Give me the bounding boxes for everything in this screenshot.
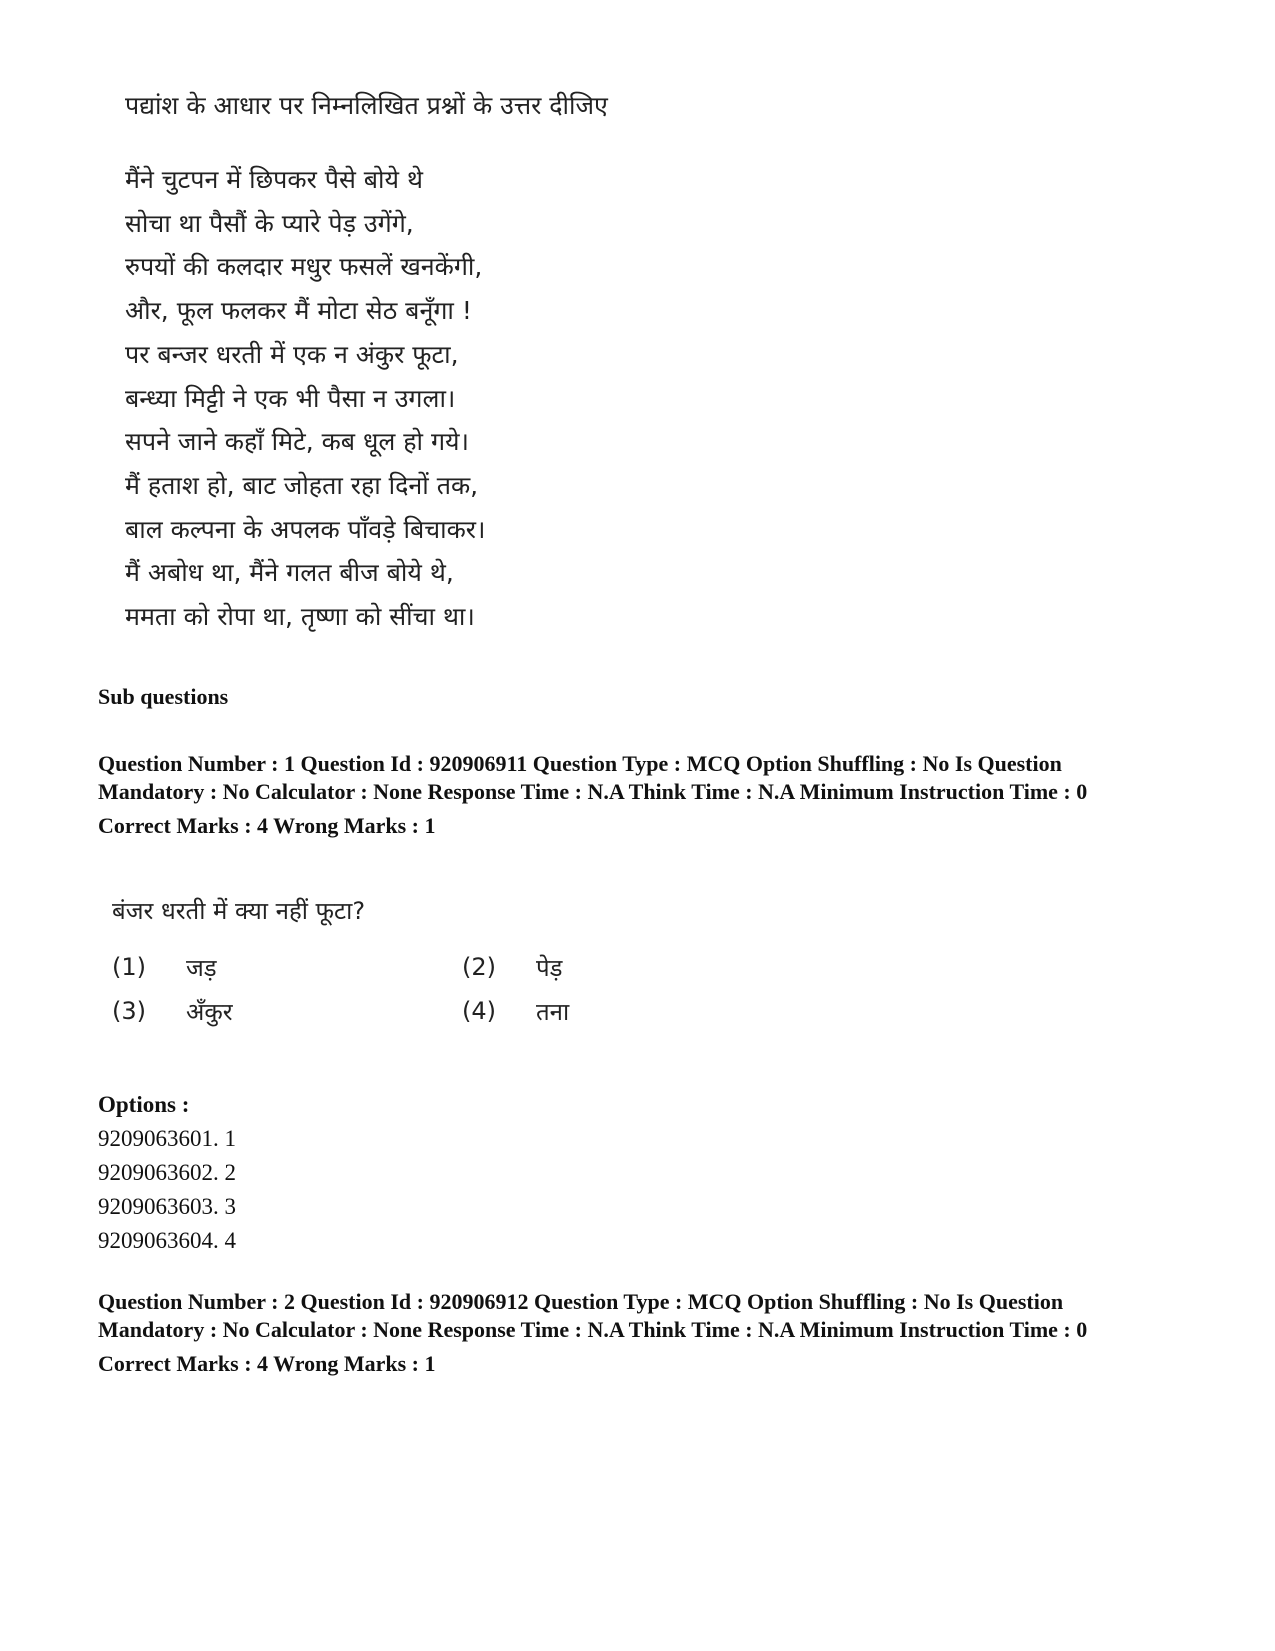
question-1-meta: Question Number : 1 Question Id : 920906911 Question Type : MCQ Option Shuffling : No Is Question Mandatory : No Calculator : None Response Time : N.A Think Time : N.A Minimum Instruction Time : 0 (98, 751, 1088, 804)
poem-line: सपने जाने कहाँ मिटे, कब धूल हो गये। (125, 427, 470, 457)
choice-1 (112, 951, 462, 984)
question-2-meta: Question Number : 2 Question Id : 920906912 Question Type : MCQ Option Shuffling : No Is Question Mandatory : No Calculator : None Response Time : N.A Think Time : N.A Minimum Instruction Time : 0 (98, 1289, 1088, 1342)
choice-3 (112, 995, 462, 1028)
option-item: 9209063603. 3 (98, 1194, 236, 1219)
poem-passage-image (125, 84, 645, 639)
question-1-text: बंजर धरती में क्या नहीं फूटा? (112, 897, 366, 925)
poem-line: बन्ध्या मिट्टी ने एक भी पैसा न उगला। (125, 383, 456, 413)
poem-line: और, फूल फलकर मैं मोटा सेठ बनूँगा ! (125, 296, 472, 326)
choice-row (112, 945, 812, 989)
sub-questions-heading: Sub questions (98, 684, 229, 709)
question-1-image (112, 893, 812, 1033)
question-1-options (98, 1088, 236, 1258)
choice-4 (462, 995, 812, 1028)
choice-number: (4) (462, 997, 496, 1025)
poem-line: पर बन्जर धरती में एक न अंकुर फूटा, (125, 339, 459, 369)
option-item: 9209063601. 1 (98, 1126, 236, 1151)
poem-line: रुपयों की कलदार मधुर फसलें खनकेंगी, (125, 252, 483, 282)
poem-line: मैंने चुटपन में छिपकर पैसे बोये थे (125, 165, 423, 194)
passage-instruction: पद्यांश के आधार पर निम्नलिखित प्रश्नों के उत्तर दीजिए (125, 91, 608, 120)
choice-number: (3) (112, 997, 146, 1025)
choice-text: तना (536, 997, 570, 1026)
option-item: 9209063602. 2 (98, 1160, 236, 1185)
options-label: Options : (98, 1092, 190, 1117)
choice-number: (1) (112, 953, 146, 981)
option-item: 9209063604. 4 (98, 1228, 236, 1253)
choice-text: जड़ (186, 953, 217, 982)
poem-line: ममता को रोपा था, तृष्णा को सींचा था। (125, 602, 475, 632)
poem-line: बाल कल्पना के अपलक पाँवड़े बिचाकर। (125, 514, 486, 544)
choice-text: अँकुर (186, 997, 233, 1026)
poem-line: मैं अबोध था, मैंने गलत बीज बोये थे, (125, 558, 454, 588)
poem-line: सोचा था पैसौं के प्यारे पेड़ उगेंगे, (125, 208, 414, 238)
question-2-meta-block (98, 1288, 1158, 1378)
choice-row (112, 989, 812, 1033)
choice-number: (2) (462, 953, 496, 981)
poem-line: मैं हताश हो, बाट जोहता रहा दिनों तक, (125, 470, 479, 500)
choice-text: पेड़ (536, 953, 563, 982)
question-2-marks: Correct Marks : 4 Wrong Marks : 1 (98, 1351, 436, 1376)
question-1-marks: Correct Marks : 4 Wrong Marks : 1 (98, 813, 436, 838)
question-1-meta-block (98, 750, 1158, 840)
choice-2 (462, 951, 812, 984)
